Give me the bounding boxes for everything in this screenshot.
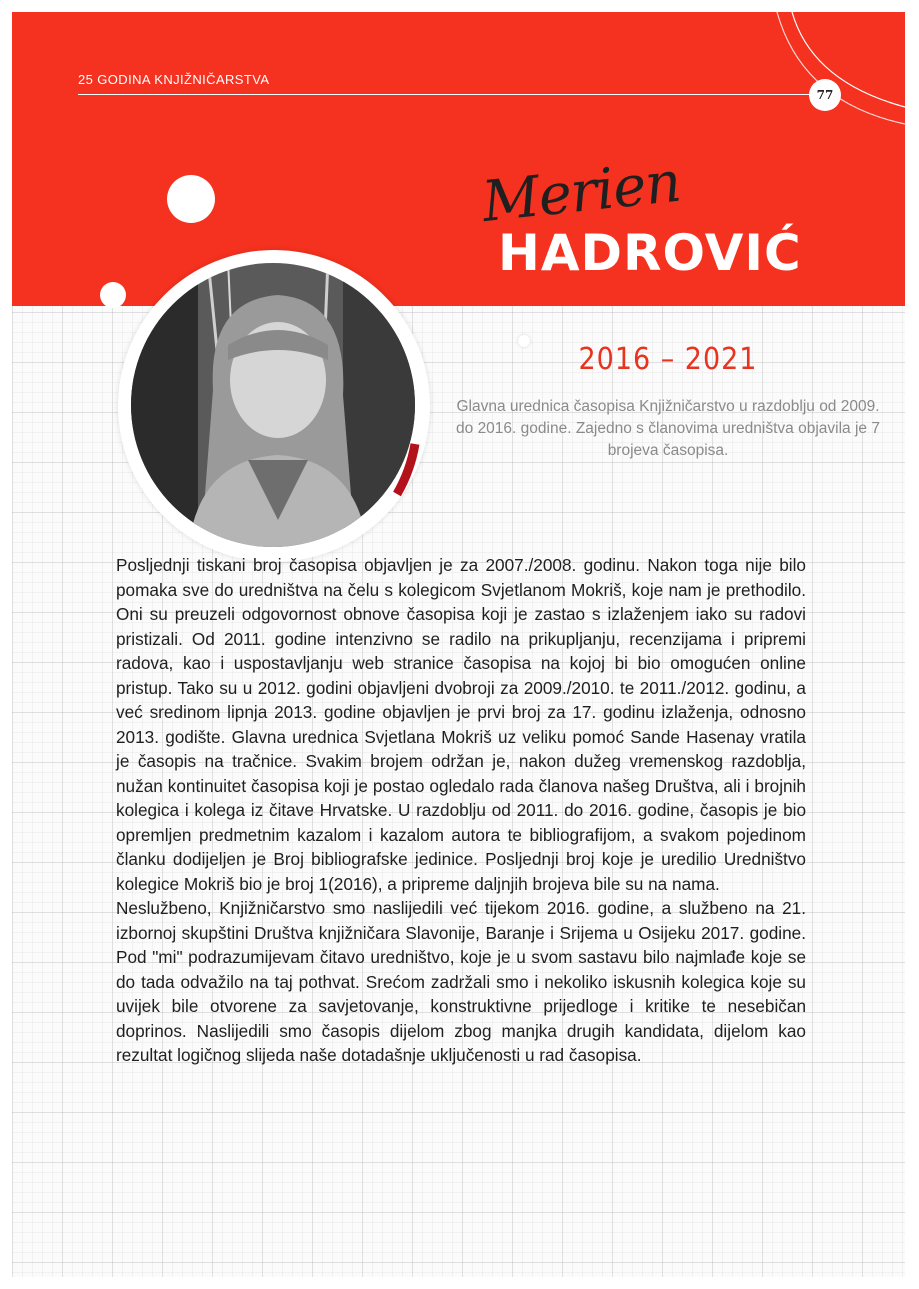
years-active: 2016 – 2021 <box>578 342 758 377</box>
page <box>12 12 905 1277</box>
last-name: HADROVIĆ <box>498 224 802 282</box>
portrait-photo <box>128 260 418 550</box>
running-title: 25 GODINA KNJIŽNIČARSTVA <box>78 72 270 87</box>
body-paragraph-2: Neslužbeno, Knjižničarstvo smo naslijedili već tijekom 2016. godine, a službeno na 21. izbornoj skupštini Društva knjižničara Slavonije, Baranje i Srijema u Osijeku 2017. godine. Pod "mi" podrazumijevam čitavo uredništvo, koje je u svom sastavu bilo najmlađe koje se do tada odvažilo na taj pothvat. Srećom zadržali smo i nekoliko iskusnih kolegica koje su uvijek bile otvorene za savjetovanje, konstruktivne prijedloge i kritike te nesebičan doprinos. Naslijedili smo časopis dijelom zbog manjka drugih kandidata, dijelom kao rezultat logičnog slijeda naše dotadašnje uključenosti u rad časopisa. <box>116 898 806 1065</box>
first-name-script: Merien <box>479 149 684 235</box>
decorative-dot-large <box>167 175 215 223</box>
body-text <box>116 553 806 1068</box>
corner-arcs-decoration <box>752 12 905 132</box>
role-description: Glavna urednica časopisa Knjižničarstvo u razdoblju od 2009. do 2016. godine. Zajedno s članovima uredništva objavila je 7 brojeva časopisa. <box>456 398 880 459</box>
header-rule <box>78 94 820 95</box>
page-number: 77 <box>809 79 841 111</box>
body-paragraph-1: Posljednji tiskani broj časopisa objavljen je za 2007./2008. godinu. Nakon toga nije bilo pomaka sve do uredništva na čelu s kolegicom Svjetlanom Mokriš, koje nam je prethodilo. Oni su preuzeli odgovornost obnove časopisa koji je zastao s izlaženjem iako su radovi pristizali. Od 2011. godine intenzivno se radilo na prikupljanju, recenzijama i pripremi radova, kao i uspostavljanju web stranice časopisa na kojoj bi bio omogućen online pristup. Tako su u 2012. godini objavljeni dvobroji za 2009./2010. te 2011./2012. godinu, a već sredinom lipnja 2013. godine objavljen je prvi broj za 17. godinu izlaženja, odnosno 2013. godište. Glavna urednica Svjetlana Mokriš uz veliku pomoć Sande Hasenay vratila je časopis na tračnice. Svakim brojem održan je, nakon dužeg vremenskog razdoblja, nužan kontinuitet časopisa koji je postao ogledalo rada članova našeg Društva, ali i brojnih kolegica i kolega iz čitave Hrvatske. U razdoblju od 2011. do 2016. godine, časopis je bio opremljen predmetnim kazalom i kazalom autora te bibliografijom, a svakom pojedinom članku dodijeljen je Broj bibliografske jedinice. Posljednji broj koje je uredilio Uredništvo kolegice Mokriš bio je broj 1(2016), a pripreme daljnjih brojeva bile su na nama. <box>116 555 806 894</box>
